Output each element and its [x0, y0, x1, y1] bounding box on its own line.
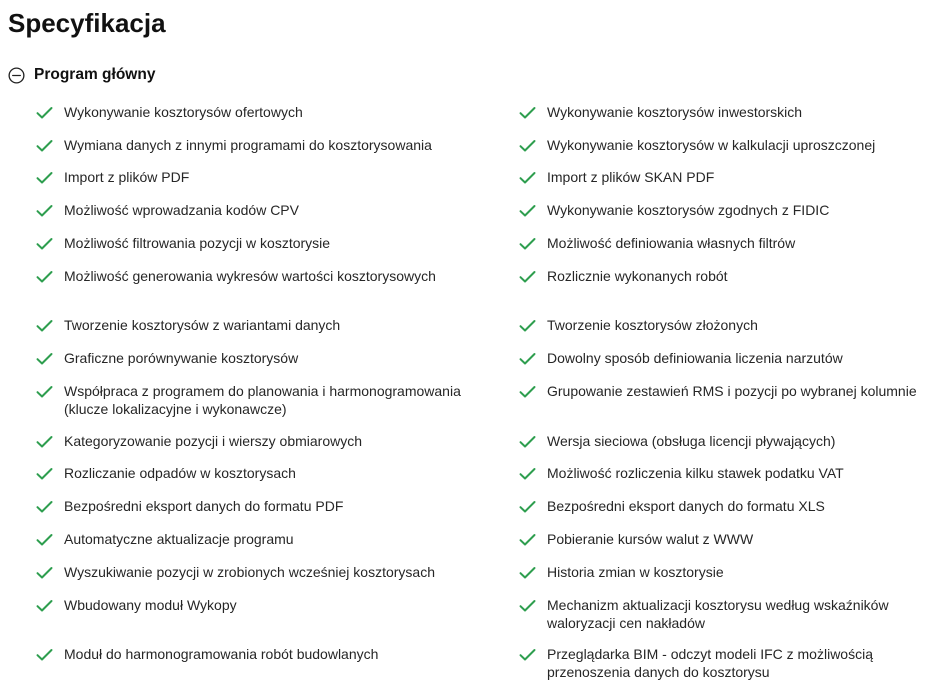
- checkmark-icon: [519, 171, 536, 185]
- feature-list-item: [519, 350, 843, 368]
- checkmark-icon: [36, 171, 53, 185]
- feature-list-item: [36, 597, 237, 615]
- checkmark-icon: [36, 106, 53, 120]
- checkmark-icon: [36, 435, 53, 449]
- feature-list-item: [519, 235, 795, 253]
- feature-label: Import z plików SKAN PDF: [547, 169, 715, 185]
- feature-label: Import z plików PDF: [64, 169, 190, 185]
- feature-label: Automatyczne aktualizacje programu: [64, 531, 294, 547]
- checkmark-icon: [519, 237, 536, 251]
- checkmark-icon: [36, 270, 53, 284]
- section-title: Program główny: [34, 66, 156, 83]
- checkmark-icon: [519, 106, 536, 120]
- feature-list-item: [519, 433, 835, 451]
- feature-label: Wykonywanie kosztorysów inwestorskich: [547, 104, 803, 120]
- checkmark-icon: [36, 237, 53, 251]
- checkmark-icon: [519, 566, 536, 580]
- checkmark-icon: [519, 385, 536, 399]
- feature-list-item: [519, 597, 937, 632]
- checkmark-icon: [519, 270, 536, 284]
- feature-label: Wersja sieciowa (obsługa licencji pływających): [547, 433, 836, 449]
- feature-label: Możliwość definiowania własnych filtrów: [547, 235, 796, 251]
- page-title: Specyfikacja: [8, 8, 166, 38]
- feature-list-item: [519, 531, 753, 549]
- checkmark-icon: [519, 139, 536, 153]
- feature-label: Rozliczanie odpadów w kosztorysach: [64, 465, 296, 481]
- feature-label: Graficzne porównywanie kosztorysów: [64, 350, 299, 366]
- feature-list-item: [519, 137, 875, 155]
- feature-label: Tworzenie kosztorysów z wariantami danych: [64, 317, 341, 333]
- feature-list-item: [36, 646, 378, 664]
- feature-label: Tworzenie kosztorysów złożonych: [547, 317, 758, 333]
- feature-label: Bezpośredni eksport danych do formatu XLS: [547, 498, 825, 514]
- feature-label: Możliwość generowania wykresów wartości kosztorysowych: [64, 268, 436, 284]
- feature-list-item: [519, 564, 724, 582]
- checkmark-icon: [519, 467, 536, 481]
- feature-label: Możliwość wprowadzania kodów CPV: [64, 202, 299, 218]
- feature-label: Wykonywanie kosztorysów zgodnych z FIDIC: [547, 202, 830, 218]
- feature-list-item: [519, 317, 758, 335]
- feature-label: Grupowanie zestawień RMS i pozycji po wybranej kolumnie: [547, 383, 917, 399]
- feature-label: Wykonywanie kosztorysów ofertowych: [64, 104, 303, 120]
- feature-label: Bezpośredni eksport danych do formatu PDF: [64, 498, 344, 514]
- feature-list-item: [36, 268, 436, 286]
- feature-list-item: [519, 498, 825, 516]
- feature-list-item: [519, 169, 714, 187]
- checkmark-icon: [36, 533, 53, 547]
- feature-label: Moduł do harmonogramowania robót budowlanych: [64, 646, 379, 662]
- checkmark-icon: [519, 500, 536, 514]
- checkmark-icon: [36, 319, 53, 333]
- feature-label: Dowolny sposób definiowania liczenia narzutów: [547, 350, 843, 366]
- feature-list-item: [519, 465, 844, 483]
- feature-list-item: [519, 268, 728, 286]
- checkmark-icon: [519, 319, 536, 333]
- feature-list-item: [36, 433, 362, 451]
- feature-list-item: [519, 104, 802, 122]
- feature-label: Historia zmian w kosztorysie: [547, 564, 724, 580]
- feature-label: Przeglądarka BIM - odczyt modeli IFC z możliwością przenoszenia danych do kosztorysu: [547, 646, 873, 680]
- checkmark-icon: [36, 385, 53, 399]
- checkmark-icon: [36, 139, 53, 153]
- feature-label: Kategoryzowanie pozycji i wierszy obmiarowych: [64, 433, 363, 449]
- feature-label: Wbudowany moduł Wykopy: [64, 597, 237, 613]
- feature-list-item: [36, 137, 432, 155]
- checkmark-icon: [36, 204, 53, 218]
- feature-list-item: [519, 646, 937, 681]
- checkmark-icon: [519, 204, 536, 218]
- feature-list-item: [36, 169, 189, 187]
- feature-label: Możliwość filtrowania pozycji w kosztorysie: [64, 235, 331, 251]
- section-toggle-program-glowny[interactable]: [8, 66, 155, 84]
- feature-list-item: [36, 317, 340, 335]
- checkmark-icon: [36, 648, 53, 662]
- checkmark-icon: [36, 352, 53, 366]
- checkmark-icon: [36, 566, 53, 580]
- feature-list-item: [36, 104, 303, 122]
- checkmark-icon: [519, 599, 536, 613]
- minus-circle-icon[interactable]: [8, 67, 25, 84]
- checkmark-icon: [36, 599, 53, 613]
- feature-label: Możliwość rozliczenia kilku stawek podatku VAT: [547, 465, 844, 481]
- feature-label: Mechanizm aktualizacji kosztorysu według wskaźników waloryzacji cen nakładów: [547, 597, 889, 631]
- feature-label: Rozlicznie wykonanych robót: [547, 268, 728, 284]
- checkmark-icon: [36, 467, 53, 481]
- feature-list-item: [36, 465, 296, 483]
- feature-label: Wyszukiwanie pozycji w zrobionych wcześniej kosztorysach: [64, 564, 436, 580]
- checkmark-icon: [519, 648, 536, 662]
- feature-label: Współpraca z programem do planowania i harmonogramowania (klucze lokalizacyjne i wykonawcze): [64, 383, 461, 417]
- feature-list-item: [36, 383, 464, 418]
- checkmark-icon: [36, 500, 53, 514]
- feature-list-item: [36, 350, 298, 368]
- feature-list-item: [36, 235, 330, 253]
- checkmark-icon: [519, 435, 536, 449]
- feature-label: Wymiana danych z innymi programami do kosztorysowania: [64, 137, 432, 153]
- feature-list-item: [36, 531, 294, 549]
- feature-label: Wykonywanie kosztorysów w kalkulacji uproszczonej: [547, 137, 876, 153]
- checkmark-icon: [519, 533, 536, 547]
- feature-list-item: [36, 498, 343, 516]
- feature-list-item: [519, 202, 829, 220]
- feature-label: Pobieranie kursów walut z WWW: [547, 531, 754, 547]
- feature-list-item: [519, 383, 917, 401]
- feature-list-item: [36, 202, 299, 220]
- checkmark-icon: [519, 352, 536, 366]
- feature-list-item: [36, 564, 435, 582]
